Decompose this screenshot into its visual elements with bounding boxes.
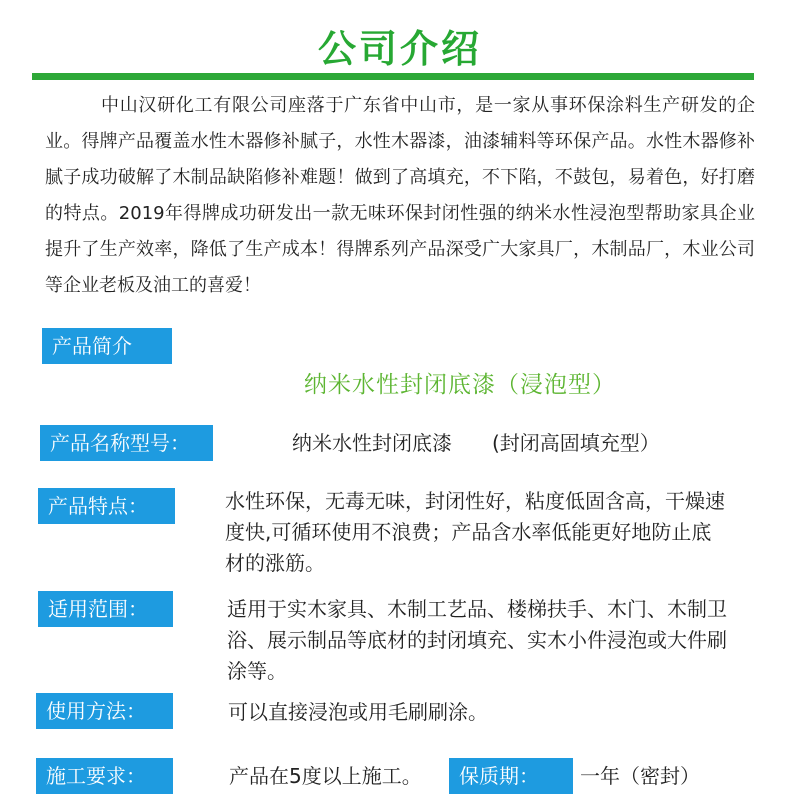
usage-method-value: 可以直接浸泡或用毛刷刷涂。 xyxy=(228,700,488,724)
product-intro-label: 产品简介 xyxy=(42,328,172,364)
company-intro-text: 中山汉研化工有限公司座落于广东省中山市，是一家从事环保涂料生产研发的企业。得牌产品覆盖水性木器修补腻子，水性木器漆，油漆辅料等环保产品。水性木器修补腻子成功破解了木制品缺陷修补难题！做到了高填充，不下陷，不鼓包，易着色，好打磨的特点。2019年得牌成功研发出一款无味环保封闭性强的纳米水性浸泡型帮助家具企业提升了生产效率，降低了生产成本！得牌系列产品深受广大家具厂，木制品厂，木业公司等企业老板及油工的喜爱！ xyxy=(45,95,755,296)
product-headline: 纳米水性封闭底漆（浸泡型） xyxy=(304,372,616,398)
product-features-label: 产品特点： xyxy=(38,488,175,524)
page-title: 公司介绍 xyxy=(317,27,482,71)
shelf-life-value: 一年（密封） xyxy=(580,764,700,788)
application-scope-value: 适用于实木家具、木制工艺品、楼梯扶手、木门、木制卫浴、展示制品等底材的封闭填充、实木小件浸泡或大件刷涂等。 xyxy=(227,597,727,683)
construction-requirement-label: 施工要求： xyxy=(36,758,173,794)
usage-method-label: 使用方法： xyxy=(36,693,173,729)
application-scope-label: 适用范围： xyxy=(38,591,173,627)
product-name-label: 产品名称型号： xyxy=(40,425,213,461)
product-features-value: 水性环保，无毒无味，封闭性好，粘度低固含高，干燥速度快,可循环使用不浪费；产品含水率低能更好地防止底材的涨筋。 xyxy=(225,489,725,575)
shelf-life-label: 保质期： xyxy=(449,758,573,794)
construction-requirement-value: 产品在5度以上施工。 xyxy=(229,764,422,788)
product-name-value: 纳米水性封闭底漆 (封闭高固填充型） xyxy=(292,431,660,455)
title-divider xyxy=(32,73,754,80)
